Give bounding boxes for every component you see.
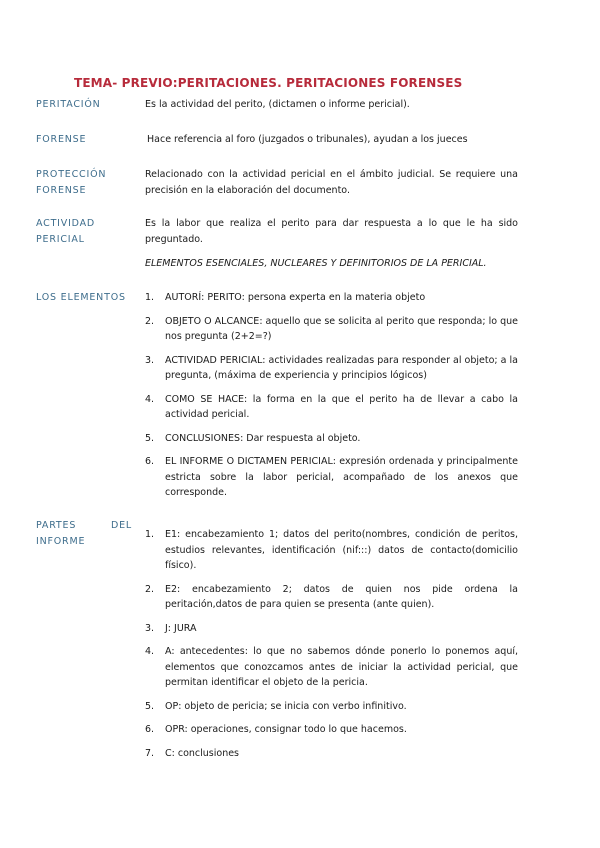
list-item: 3. J: JURA bbox=[145, 622, 197, 634]
def-peritacion: Es la actividad del perito, (dictamen o informe pericial). bbox=[145, 99, 410, 110]
term-actividad-line1: ACTIVIDAD bbox=[36, 218, 96, 229]
list-item: 2. E2: encabezamiento 2; datos de quien nos pide ordena la peritación,datos de para quien se presenta (ante quien). bbox=[145, 583, 518, 610]
page-title: TEMA- PREVIO:PERITACIONES. PERITACIONES FORENSES bbox=[74, 76, 463, 90]
term-actividad-line2: PERICIAL bbox=[36, 233, 85, 245]
actividad-note: ELEMENTOS ESENCIALES, NUCLEARES Y DEFINITORIOS DE LA PERICIAL. bbox=[145, 258, 487, 269]
term-proteccion-line1: PROTECCIÓN bbox=[36, 169, 107, 180]
term-partes-del-informe bbox=[36, 518, 132, 549]
term-forense: FORENSE bbox=[36, 134, 87, 145]
term-partes-word1: PARTES bbox=[36, 520, 77, 531]
list-item: 6. OPR: operaciones, consignar todo lo que hacemos. bbox=[145, 724, 407, 735]
list-item: 1. E1: encabezamiento 1; datos del perito(nombres, condición de peritos, estudios relevantes, identificación (nif:::) datos de contacto(domicilio físico). bbox=[145, 529, 518, 571]
list-item: 6. EL INFORME O DICTAMEN PERICIAL: expresión ordenada y principalmente estricta sobre la labor pericial, acompañado de los anexos que corresponde. bbox=[145, 456, 518, 498]
term-partes-word3: INFORME bbox=[36, 535, 86, 547]
term-proteccion-line2: FORENSE bbox=[36, 184, 87, 196]
list-item: 4. A: antecedentes: lo que no sabemos dónde ponerlo lo ponemos aquí, elementos que conozcamos antes de iniciar la actividad pericial, que permitan identificar el objeto de la pericia. bbox=[145, 646, 518, 688]
term-proteccion-forense bbox=[36, 167, 106, 198]
list-item: 7. C: conclusiones bbox=[145, 747, 240, 759]
def-forense: Hace referencia al foro (juzgados o tribunales), ayudan a los jueces bbox=[147, 134, 468, 145]
elementos-list bbox=[145, 290, 518, 501]
term-actividad-pericial bbox=[36, 216, 95, 247]
list-item: 5. OP: objeto de pericia; se inicia con verbo infinitivo. bbox=[145, 700, 407, 712]
list-item: 3. ACTIVIDAD PERICIAL: actividades realizadas para responder al objeto; a la pregunta, (máxima de experiencia y principios lógicos) bbox=[145, 354, 518, 381]
list-item: 5. CONCLUSIONES: Dar respuesta al objeto. bbox=[145, 432, 361, 444]
list-item: 1. AUTORÍ: PERITO: persona experta en la materia objeto bbox=[145, 292, 426, 303]
list-item: 4. COMO SE HACE: la forma en la que el perito ha de llevar a cabo la actividad pericial. bbox=[145, 393, 518, 420]
term-partes-word2: DEL bbox=[110, 520, 132, 531]
term-los-elementos: LOS ELEMENTOS bbox=[36, 292, 126, 303]
list-item: 2. OBJETO O ALCANCE: aquello que se solicita al perito que responda; lo que nos pregunta (2+2=?) bbox=[145, 315, 518, 342]
term-peritacion: PERITACIÓN bbox=[36, 99, 101, 110]
partes-list bbox=[145, 527, 518, 761]
def-actividad-pericial: Es la labor que realiza el perito para dar respuesta a lo que le ha sido preguntado. bbox=[145, 218, 518, 245]
def-proteccion-forense: Relacionado con la actividad pericial en el ámbito judicial. Se requiere una precisión en la elaboración del documento. bbox=[145, 169, 518, 196]
